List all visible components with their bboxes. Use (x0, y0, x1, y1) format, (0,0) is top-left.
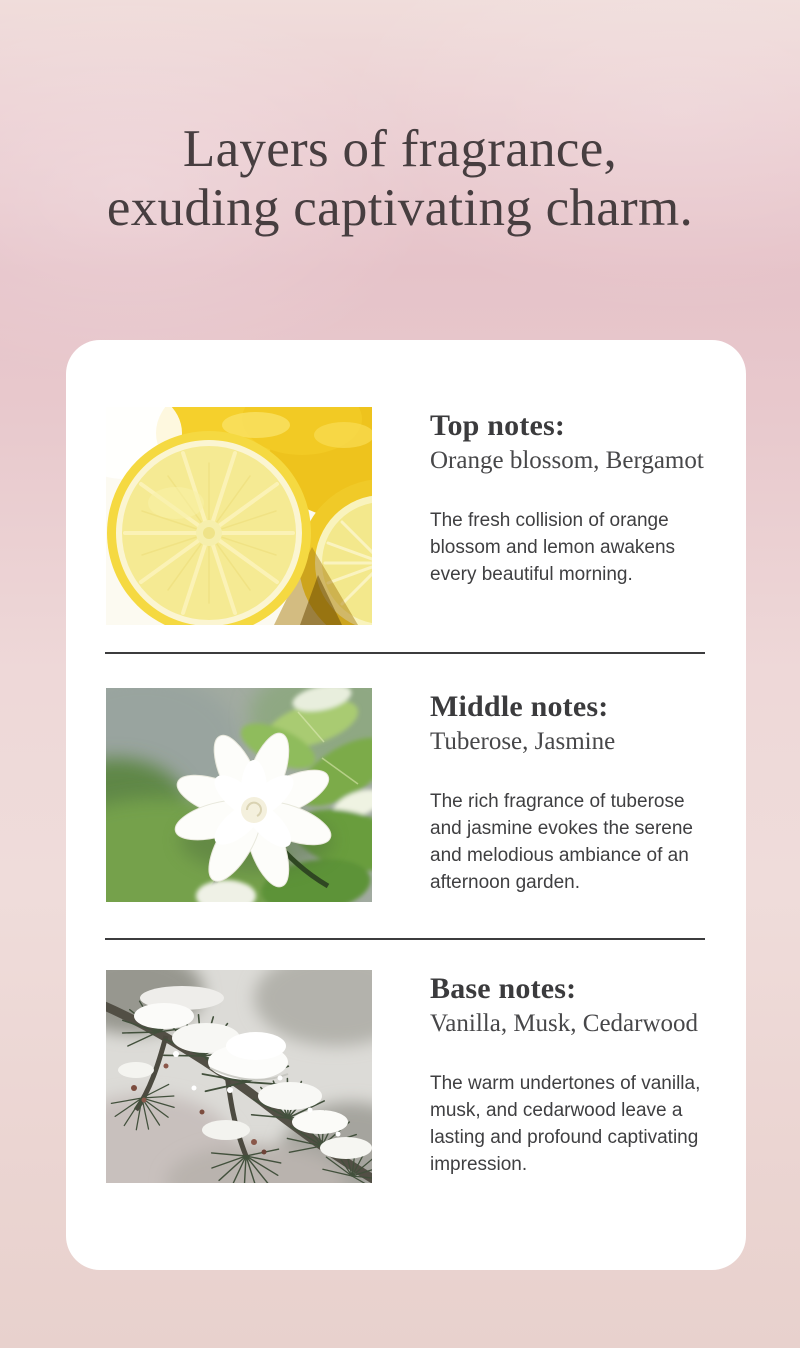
middle-notes-text (430, 688, 710, 896)
top-notes-text (430, 407, 710, 588)
base-notes-heading: Base notes: (430, 972, 577, 1005)
base-notes-text (430, 970, 710, 1178)
middle-notes-description: The rich fragrance of tuberose and jasmine evokes the serene and melodious ambiance of an afternoon garden. (430, 791, 693, 893)
top-notes-description: The fresh collision of orange blossom and lemon awakens every beautiful morning. (430, 510, 676, 585)
page-title (0, 120, 800, 238)
fragrance-notes-card (66, 340, 746, 1270)
top-notes-heading: Top notes: (430, 409, 566, 442)
snowy-pine-image (106, 970, 372, 1183)
lemons-image (106, 407, 372, 625)
title-line-2: exuding captivating charm. (106, 179, 694, 237)
middle-notes-heading: Middle notes: (430, 690, 609, 723)
top-notes-section (106, 407, 710, 625)
base-notes-section (106, 970, 710, 1183)
section-divider-2 (105, 938, 705, 940)
gardenia-flower-image (106, 688, 372, 902)
base-notes-description: The warm undertones of vanilla, musk, and cedarwood leave a lasting and profound captivating impression. (430, 1073, 701, 1175)
middle-notes-names: Tuberose, Jasmine (430, 728, 616, 755)
section-divider-1 (105, 652, 705, 654)
middle-notes-section (106, 688, 710, 902)
top-notes-names: Orange blossom, Bergamot (430, 447, 704, 474)
title-line-1: Layers of fragrance, (182, 120, 618, 178)
base-notes-names: Vanilla, Musk, Cedarwood (430, 1010, 699, 1037)
